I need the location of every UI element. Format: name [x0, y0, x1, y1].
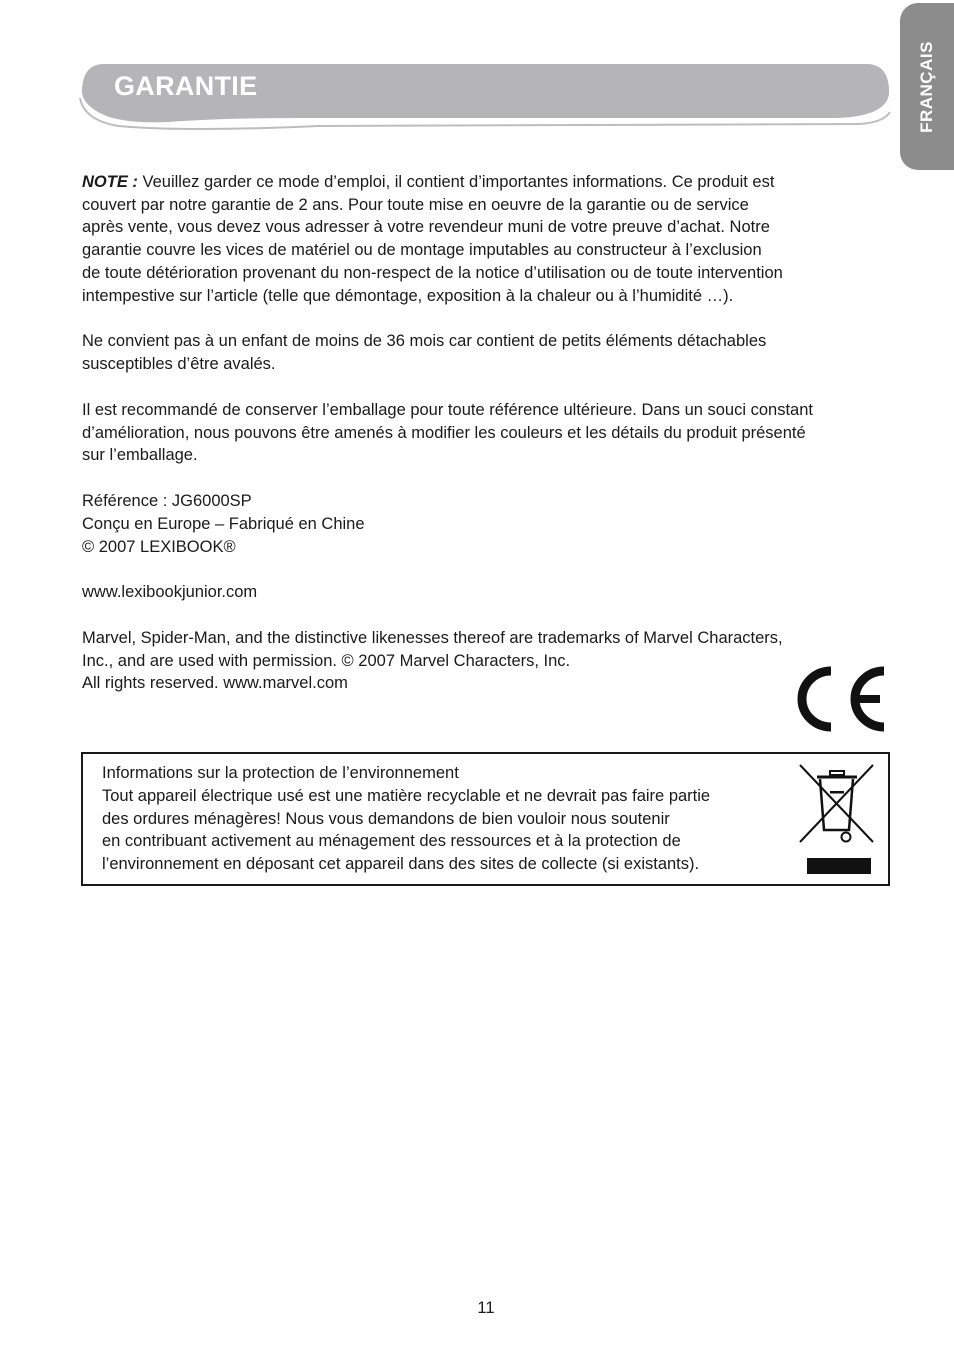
environment-line: l’environnement en déposant cet appareil dans des sites de collecte (si existants).	[102, 855, 700, 874]
environment-line: en contribuant activement au ménagement des ressources et à la protection de	[102, 832, 681, 851]
product-reference: Référence : JG6000SP	[82, 491, 252, 510]
website-link[interactable]: www.lexibookjunior.com	[82, 583, 258, 602]
environment-notice	[81, 752, 890, 886]
environment-line: des ordures ménagères! Nous vous demandons de bien vouloir nous soutenir	[102, 809, 670, 828]
note-line: après vente, vous devez vous adresser à votre revendeur muni de votre preuve d’achat. Notre	[82, 218, 770, 237]
ce-mark-icon	[790, 664, 888, 734]
page-number: 11	[477, 1299, 495, 1317]
note-line: couvert par notre garantie de 2 ans. Pour toute mise en oeuvre de la garantie ou de service	[82, 195, 749, 214]
packaging-line: sur l’emballage.	[82, 446, 198, 465]
crossed-out-bin-icon	[797, 764, 875, 876]
page-title: GARANTIE	[114, 71, 258, 101]
packaging-line: Il est recommandé de conserver l’emballage pour toute référence ultérieure. Dans un souci constant	[82, 400, 813, 419]
age-warning-line: Ne convient pas à un enfant de moins de 36 mois car contient de petits éléments détachables	[82, 332, 767, 351]
note-line: Veuillez garder ce mode d’emploi, il contient d’importantes informations. Ce produit est	[142, 172, 775, 191]
note-line: de toute détérioration provenant du non-respect de la notice d’utilisation ou de toute intervention	[82, 263, 783, 282]
environment-line: Informations sur la protection de l’environnement	[102, 764, 459, 782]
note-line: intempestive sur l’article (telle que démontage, exposition à la chaleur ou à l’humidité …).	[82, 286, 734, 305]
age-warning-line: susceptibles d’être avalés.	[82, 355, 276, 374]
packaging-line: d’amélioration, nous pouvons être amenés à modifier les couleurs et les détails du produit présenté	[82, 423, 806, 442]
section-header	[78, 62, 892, 140]
copyright-line: © 2007 LEXIBOOK®	[82, 537, 236, 556]
language-tab-label: FRANÇAIS	[917, 41, 936, 133]
product-origin: Conçu en Europe – Fabriqué en Chine	[82, 514, 365, 533]
environment-line: Tout appareil électrique usé est une matière recyclable et ne devrait pas faire partie	[102, 786, 711, 805]
trademark-line: Marvel, Spider-Man, and the distinctive likenesses thereof are trademarks of Marvel Characters,	[82, 628, 783, 647]
note-label: NOTE :	[82, 172, 138, 191]
warranty-text	[82, 148, 892, 718]
language-tab[interactable]	[900, 3, 954, 170]
trademark-line: Inc., and are used with permission. © 2007 Marvel Characters, Inc.	[82, 651, 571, 670]
note-line: garantie couvre les vices de matériel ou de montage imputables au constructeur à l’exclusion	[82, 241, 762, 260]
trademark-line: All rights reserved. www.marvel.com	[82, 674, 348, 693]
environment-text	[102, 762, 792, 876]
